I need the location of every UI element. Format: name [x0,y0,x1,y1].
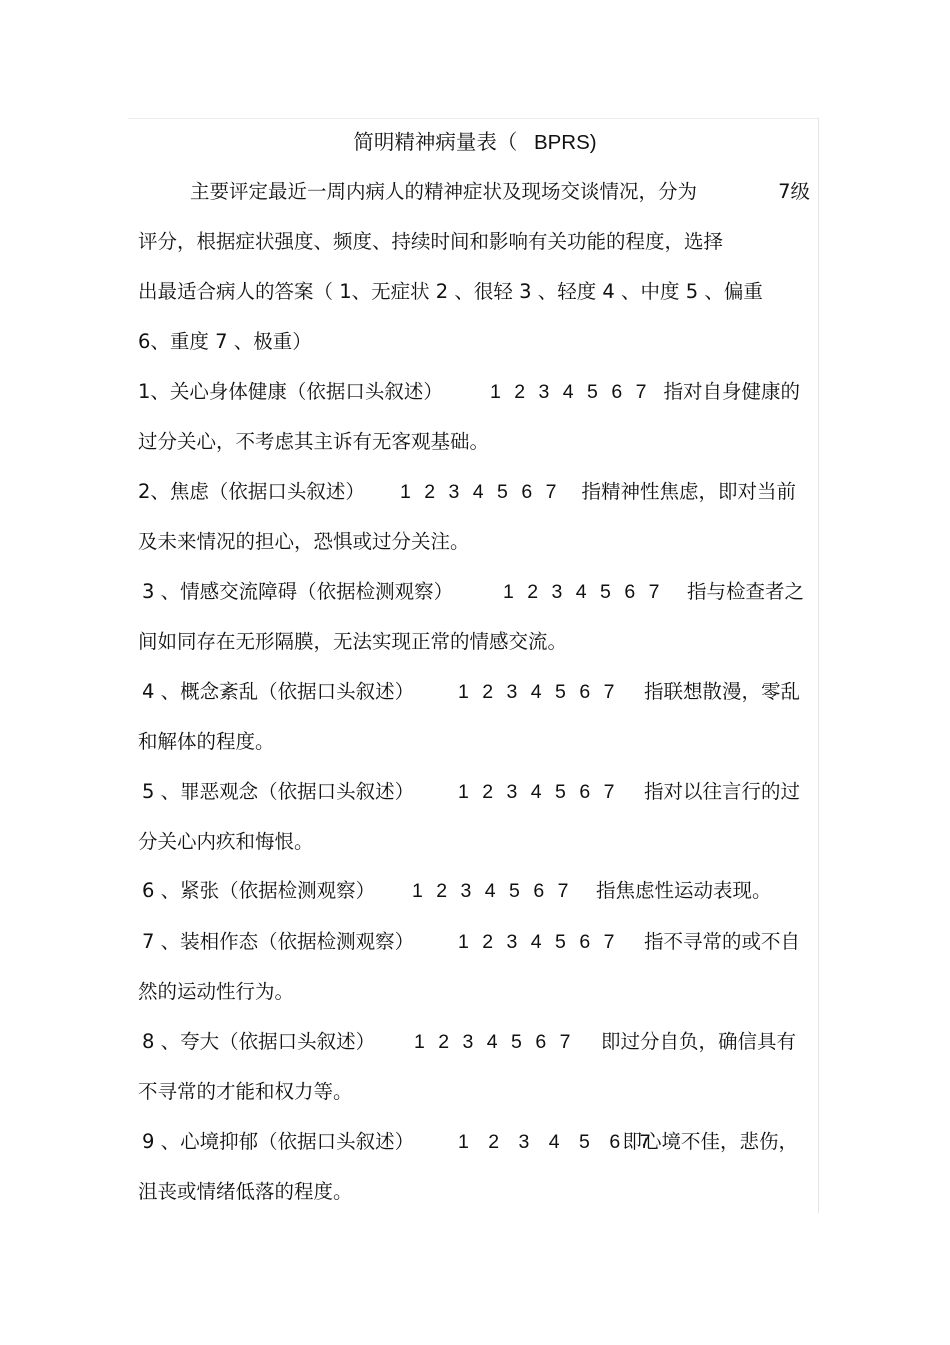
title-abbreviation: BPRS) [533,131,597,154]
item-label: 5 、罪恶观念（依据口头叙述） [142,780,415,803]
item-8-continuation: 不寻常的才能和权力等。 [138,1080,353,1103]
item-description: 指精神性焦虑，即对当前 [581,480,796,503]
item-1-continuation: 过分关心，不考虑其主诉有无客观基础。 [138,430,490,453]
item-label: 3 、情感交流障碍（依据检测观察） [142,580,454,603]
intro-line-1-end: 7级 [778,180,810,203]
item-description: 指联想散漫，零乱 [643,680,800,703]
item-label: 6 、紧张（依据检测观察） [142,879,376,902]
rating-scale: 1 2 3 4 5 6 7 [412,880,573,902]
item-3-continuation: 间如同存在无形隔膜，无法实现正常的情感交流。 [138,630,568,653]
item-label: 9 、心境抑郁（依据口头叙述） [142,1130,415,1153]
item-5-continuation: 分关心内疚和悔恨。 [138,830,314,853]
item-description: 即过分自负，确信具有 [600,1030,796,1053]
item-7-continuation: 然的运动性行为。 [138,980,295,1003]
item-label: 4 、概念紊乱（依据口头叙述） [142,680,415,703]
item-label: 1、关心身体健康（依据口头叙述） [138,380,443,403]
intro-line-3: 出最适合病人的答案（ 1、无症状 2 、很轻 3 、轻度 4 、中度 5 、偏重 [138,280,763,303]
item-label: 8 、夸大（依据口头叙述） [142,1030,376,1053]
item-description: 指焦虑性运动表现。 [596,879,772,902]
rating-scale: 1 2 3 4 5 6 7 [458,1131,658,1153]
item-description: 指不寻常的或不自 [643,930,800,953]
rating-scale: 1 2 3 4 5 6 7 [503,581,664,603]
rating-scale: 1 2 3 4 5 6 7 [414,1031,575,1053]
intro-line-4: 6、重度 7 、极重） [138,330,312,353]
intro-line-1-text: 主要评定最近一周内病人的精神症状及现场交谈情况，分为 [190,180,698,203]
item-description: 即心境不佳，悲伤， [622,1130,798,1153]
item-label: 2、焦虑（依据口头叙述） [138,480,365,503]
intro-line-2: 评分，根据症状强度、频度、持续时间和影响有关功能的程度，选择 [138,230,724,253]
page-title [0,129,950,156]
rating-scale: 1 2 3 4 5 6 7 [400,481,561,503]
rating-scale: 1 2 3 4 5 6 7 [458,931,619,953]
rating-scale: 1 2 3 4 5 6 7 [490,381,651,403]
item-description: 指对以往言行的过 [643,780,800,803]
item-description: 指与检查者之 [686,580,804,603]
item-label: 7 、装相作态（依据检测观察） [142,930,415,953]
item-9-continuation: 沮丧或情绪低落的程度。 [138,1180,353,1203]
rating-scale: 1 2 3 4 5 6 7 [458,781,619,803]
item-description: 指对自身健康的 [663,380,800,403]
page-border-right [818,118,819,1213]
title-chinese: 简明精神病量表（ [353,130,518,154]
item-4-continuation: 和解体的程度。 [138,730,275,753]
item-2-continuation: 及未来情况的担心，恐惧或过分关注。 [138,530,470,553]
rating-scale: 1 2 3 4 5 6 7 [458,681,619,703]
page-border-top [128,118,818,119]
intro-line-1 [190,179,810,205]
